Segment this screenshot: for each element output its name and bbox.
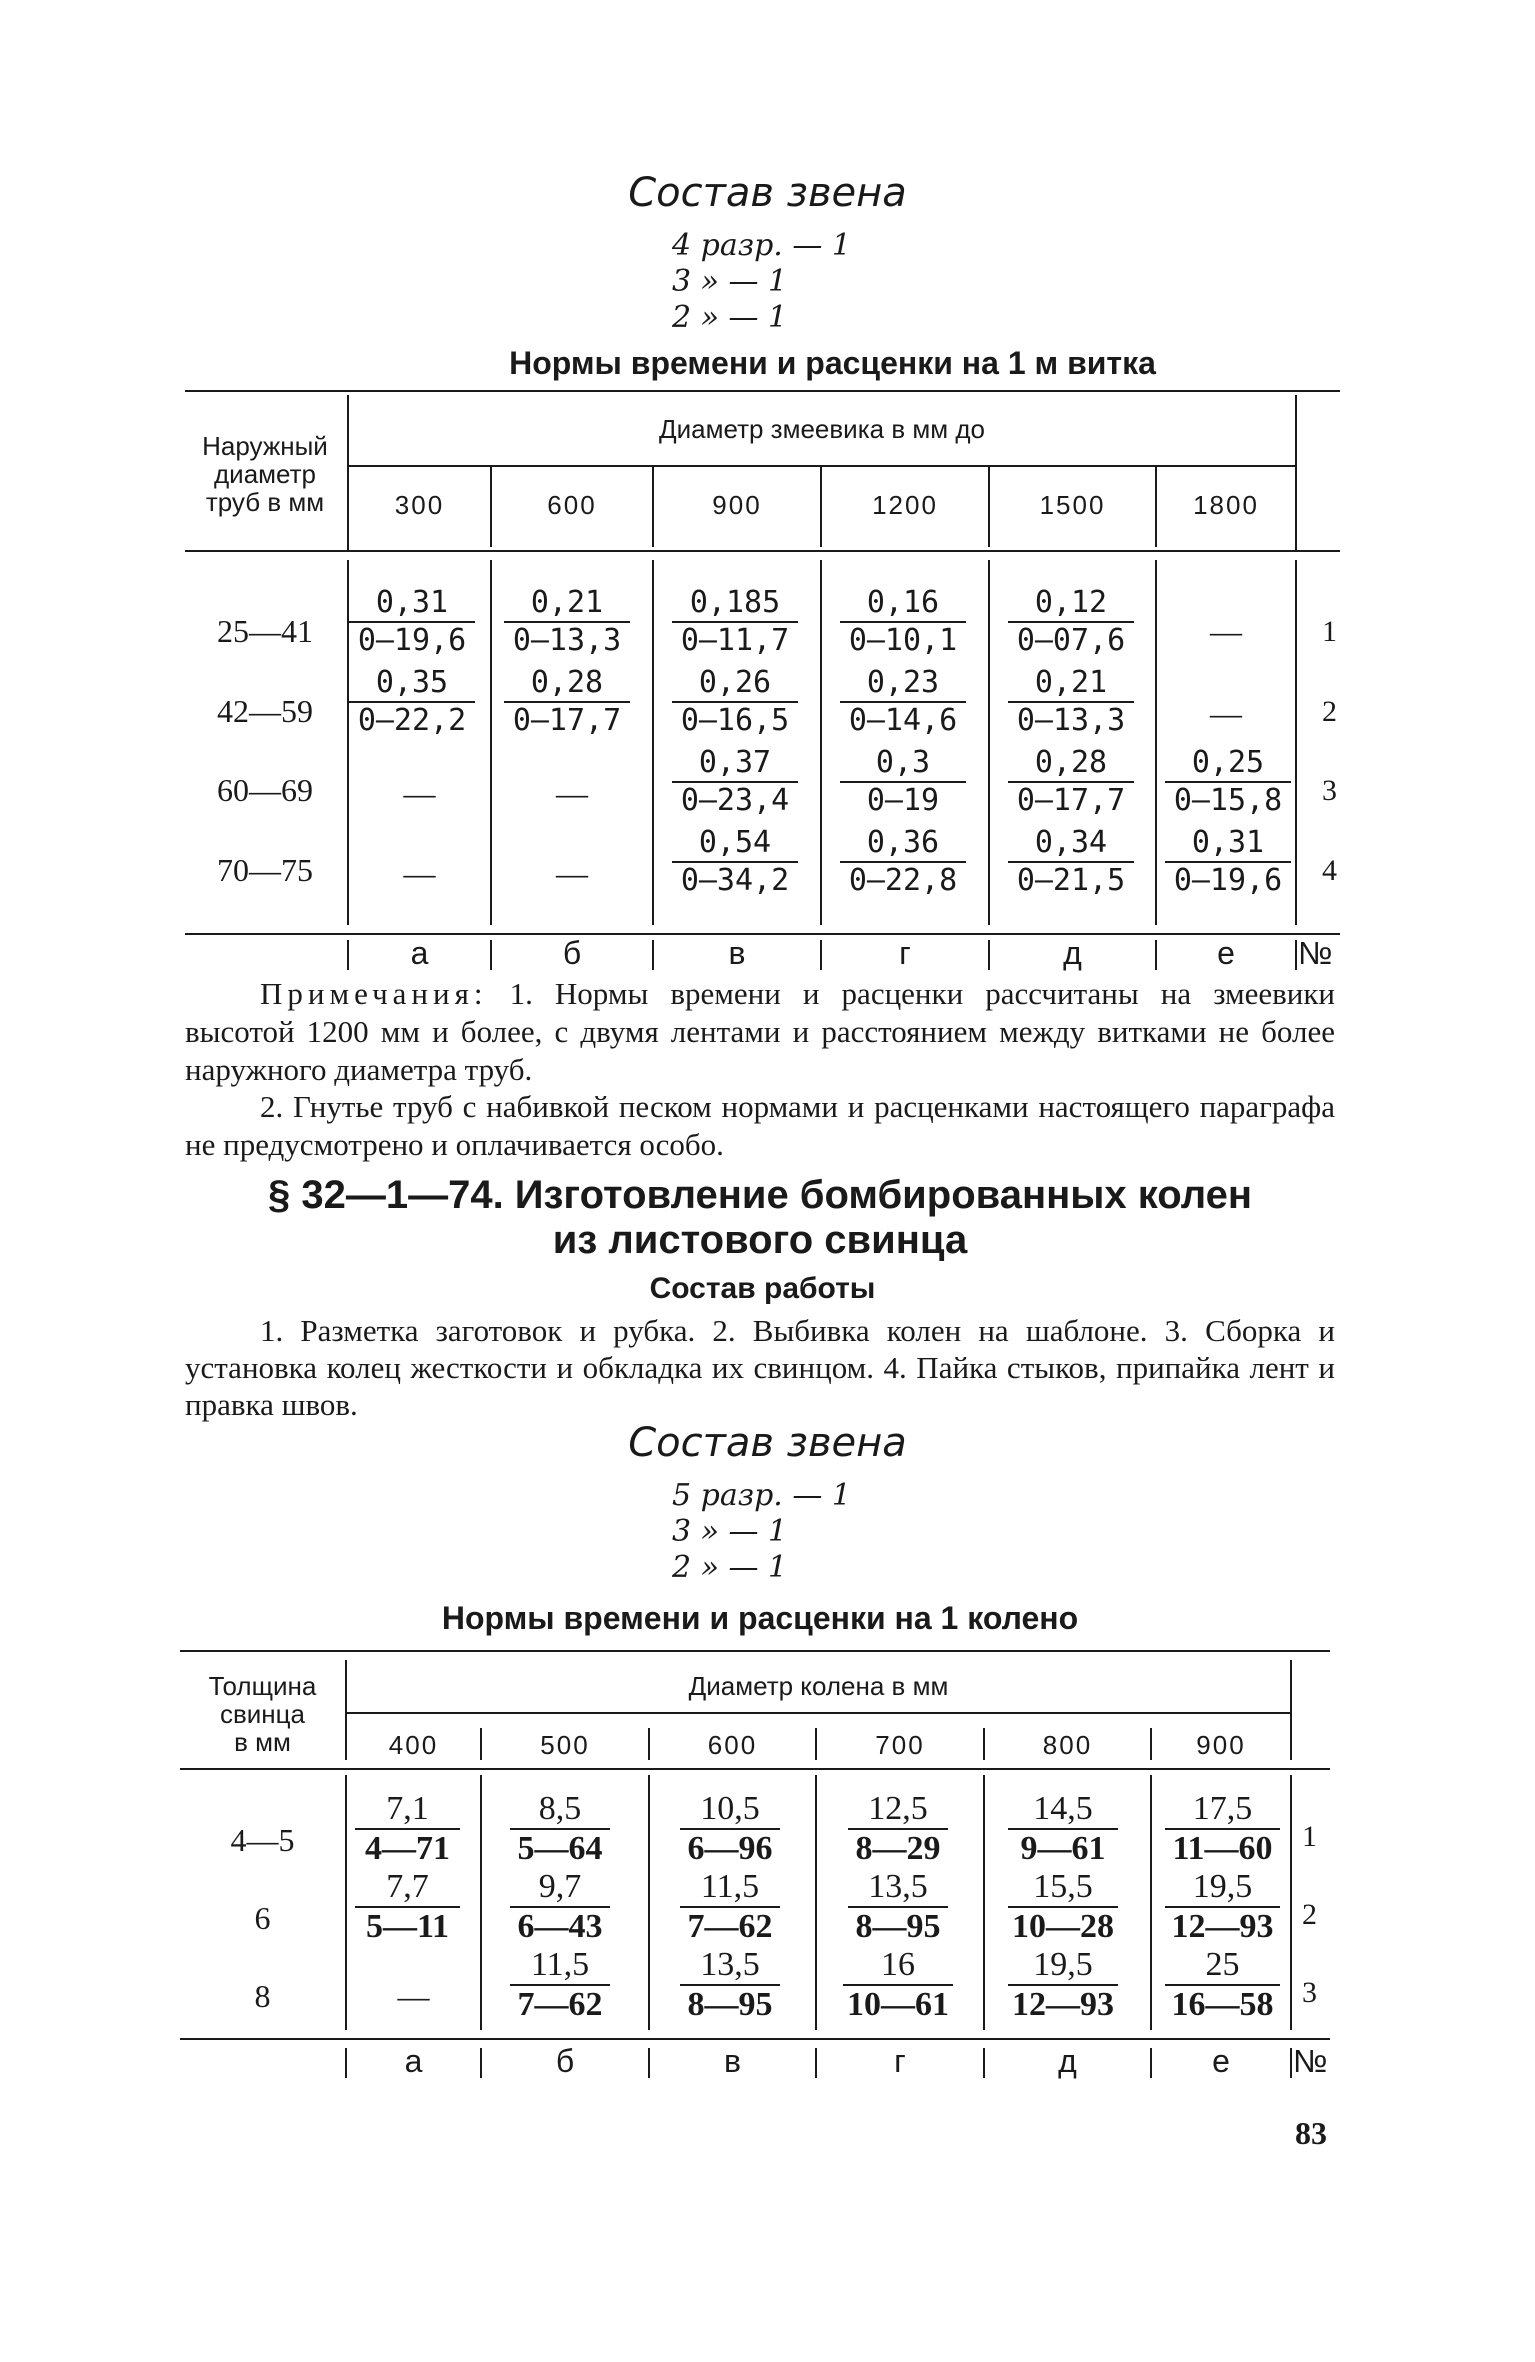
work-text: 1. Разметка заготовок и рубка. 2. Выбивка колен на шаблоне. 3. Сборка и установка колец жесткости и обкладка их свинцом. 4. Пайка стыков, припайка лент и правка швов. [185,1313,1335,1422]
table-cell: $\frac{11,5}{7—62}$ [510,1946,610,2024]
number-column-label: № [1298,935,1333,971]
col-header: 700 [875,1730,925,1760]
column-letter: г [894,2043,906,2079]
col-header: 400 [388,1730,439,1760]
table-cell: $\frac{0,54}{0—34,2}$ [672,825,798,899]
table-cell: — [397,1978,430,2014]
table-cell: $\frac{13,5}{8—95}$ [848,1868,948,1946]
table-cell: — [1210,695,1242,731]
row-label: 25—41 [217,613,313,649]
row-header-line: в мм [234,1727,291,1757]
brigade-line: 2 » — 1 [672,300,788,335]
column-letter: а [410,935,429,971]
table-cell: — [403,855,436,891]
table-cell: $\frac{0,37}{0—23,4}$ [672,745,798,819]
col-header: 1200 [872,490,938,520]
table-cell: — [1210,613,1242,649]
col-header: 300 [394,490,445,520]
column-letter: д [1063,935,1082,971]
table-cell: $\frac{0,12}{0—07,6}$ [1008,585,1134,659]
table-cell: $\frac{10,5}{6—96}$ [680,1790,780,1868]
row-header-line: диаметр [214,459,316,489]
table-cell: $\frac{25}{16—58}$ [1165,1946,1280,2024]
column-letter: е [1217,935,1235,971]
table-cell: $\frac{0,16}{0—10,1}$ [840,585,966,659]
col-header: 500 [540,1730,590,1760]
table-cell: $\frac{0,31}{0—19,6}$ [1165,825,1291,899]
table-cell: $\frac{0,36}{0—22,8}$ [840,825,966,899]
table-cell: $\frac{0,3}{0—19}$ [840,745,966,819]
row-label: 4—5 [230,1822,295,1858]
table-cell: — [403,775,436,811]
column-letter: в [728,935,746,971]
page-number: 83 [1295,2115,1327,2151]
section-title: из листового свинца [552,1218,968,1262]
table-cell: $\frac{0,25}{0—15,8}$ [1165,745,1291,819]
column-letter: б [555,2043,575,2079]
col-header: 600 [547,490,597,520]
table-cell: $\frac{16}{10—61}$ [843,1946,953,2024]
row-number: 1 [1322,615,1337,648]
brigade-line: 3 » — 1 [672,264,788,299]
table-cell: $\frac{12,5}{8—29}$ [848,1790,948,1868]
column-letter: е [1212,2043,1230,2079]
row-header-line: Наружный [202,431,328,461]
table-cell: $\frac{7,7}{5—11}$ [355,1868,460,1946]
col-header: 900 [1196,1730,1246,1760]
table1-title: Нормы времени и расценки на 1 м витка [509,345,1156,381]
table-cell: $\frac{0,31}{0—19,6}$ [349,585,475,659]
number-column-label: № [1293,2043,1328,2079]
table-cell: $\frac{7,1}{4—71}$ [355,1790,460,1868]
table2-title: Нормы времени и расценки на 1 колено [441,1600,1079,1636]
table-cell: $\frac{0,21}{0—13,3}$ [504,585,630,659]
table-cell: $\frac{19,5}{12—93}$ [1165,1868,1280,1946]
table-cell: — [556,775,588,811]
col-header: 600 [707,1730,758,1760]
brigade-line: 3 » — 1 [672,1514,788,1549]
table-cell: $\frac{13,5}{8—95}$ [680,1946,780,2024]
row-number: 3 [1302,1976,1317,2009]
brigade-line: 4 разр. — 1 [672,228,851,263]
table-cell: $\frac{0,26}{0—16,5}$ [672,665,798,739]
note-1: Примечания: 1. Нормы времени и расценки рассчитаны на змеевики высотой 1200 мм и более, с двумя лентами и расстоянием между витками не более наружного диаметра труб. [185,976,1336,1087]
table-cell: $\frac{9,7}{6—43}$ [510,1868,610,1946]
table-cell: — [556,855,588,891]
brigade-line: 2 » — 1 [672,1550,788,1585]
col-header: 1800 [1193,490,1259,520]
table-cell: $\frac{0,21}{0—13,3}$ [1008,665,1134,739]
table-cell: $\frac{15,5}{10—28}$ [1008,1868,1118,1946]
table-cell: $\frac{14,5}{9—61}$ [1008,1790,1118,1868]
column-letter: а [404,2043,423,2079]
table-cell: $\frac{11,5}{7—62}$ [680,1868,780,1946]
column-letter: в [724,2043,741,2079]
group-header: Диаметр змеевика в мм до [659,414,985,444]
row-label: 60—69 [217,772,313,808]
table-cell: $\frac{8,5}{5—64}$ [510,1790,610,1868]
table-cell: $\frac{0,28}{0—17,7}$ [504,665,630,739]
row-label: 6 [254,1900,271,1936]
row-number: 2 [1302,1898,1317,1931]
brigade-line: 5 разр. — 1 [672,1478,851,1513]
row-number: 1 [1302,1820,1317,1853]
table-cell: $\frac{0,28}{0—17,7}$ [1008,745,1134,819]
row-number: 4 [1322,854,1337,887]
row-header-line: свинца [219,1699,306,1729]
table-cell: $\frac{0,23}{0—14,6}$ [840,665,966,739]
col-header: 1500 [1039,490,1106,520]
col-header: 800 [1042,1730,1093,1760]
table-cell: $\frac{17,5}{11—60}$ [1165,1790,1280,1868]
row-label: 70—75 [217,852,313,888]
column-letter: г [899,935,911,971]
work-heading: Состав работы [649,1272,876,1305]
table-cell: $\frac{19,5}{12—93}$ [1008,1946,1118,2024]
row-header-line: Толщина [208,1671,317,1701]
row-label: 42—59 [217,693,313,729]
col-header: 900 [712,490,762,520]
brigade-title: Состав звена [628,1420,907,1466]
note-2: 2. Гнутье труб с набивкой песком нормами и расценками настоящего параграфа не предусмотрено и оплачивается особо. [185,1089,1335,1162]
brigade-title: Состав звена [628,170,907,216]
row-number: 3 [1322,774,1337,807]
section-title: § 32—1—74. Изготовление бомбированных колен [267,1173,1253,1217]
row-number: 2 [1322,695,1337,728]
table-cell: $\frac{0,35}{0—22,2}$ [349,665,475,739]
column-letter: д [1058,2043,1077,2079]
group-header: Диаметр колена в мм [688,1671,949,1701]
table-cell: $\frac{0,185}{0—11,7}$ [672,585,798,659]
row-label: 8 [254,1978,271,2014]
table-cell: $\frac{0,34}{0—21,5}$ [1008,825,1134,899]
column-letter: б [562,935,582,971]
row-header-line: труб в мм [205,487,325,517]
